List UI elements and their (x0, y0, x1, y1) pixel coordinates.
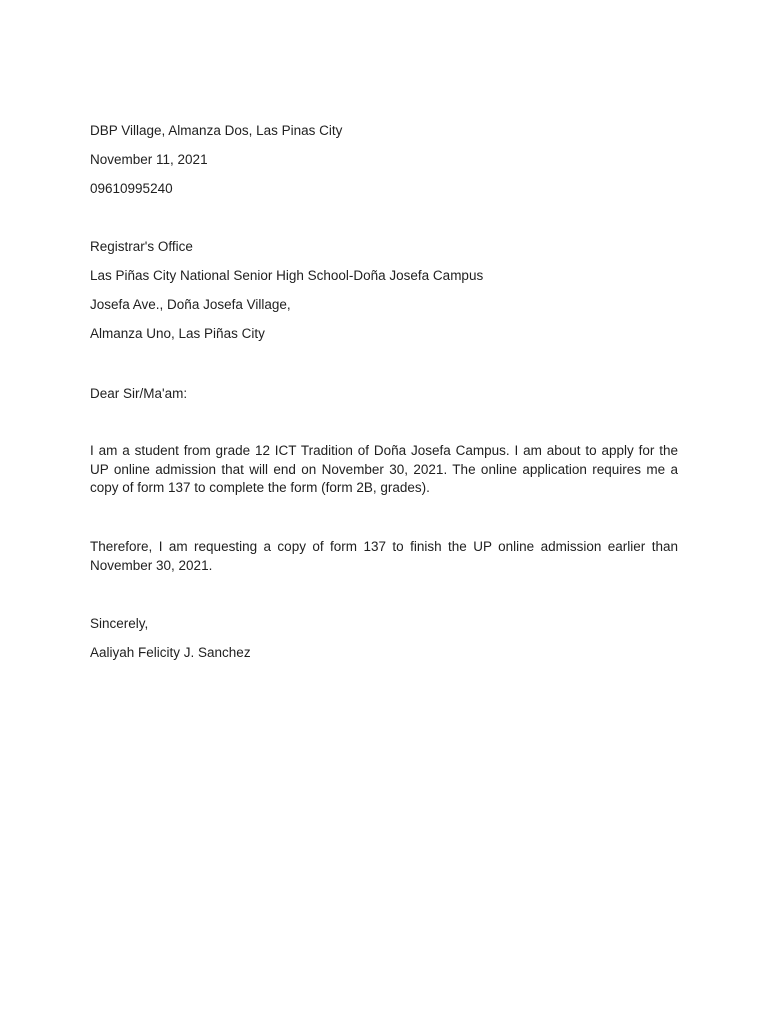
body-paragraph-2: Therefore, I am requesting a copy of form 137 to finish the UP online admission earlier than November 30, 2021. (90, 539, 678, 573)
recipient-city: Almanza Uno, Las Piñas City (90, 326, 265, 341)
sender-phone: 09610995240 (90, 181, 173, 196)
sender-address: DBP Village, Almanza Dos, Las Pinas City (90, 123, 343, 138)
closing: Sincerely, (90, 616, 149, 631)
recipient-street: Josefa Ave., Doña Josefa Village, (90, 297, 291, 312)
signature-name: Aaliyah Felicity J. Sanchez (90, 645, 251, 660)
recipient-office: Registrar's Office (90, 239, 193, 254)
recipient-school: Las Piñas City National Senior High School-Doña Josefa Campus (90, 268, 484, 283)
letter-date: November 11, 2021 (90, 152, 208, 167)
salutation: Dear Sir/Ma'am: (90, 386, 188, 401)
body-paragraph-1: I am a student from grade 12 ICT Tradition of Doña Josefa Campus. I am about to apply for the UP online admission that will end on November 30, 2021. The online application requires me a copy of form 137 to complete the form (form 2B, grades). (90, 443, 678, 495)
